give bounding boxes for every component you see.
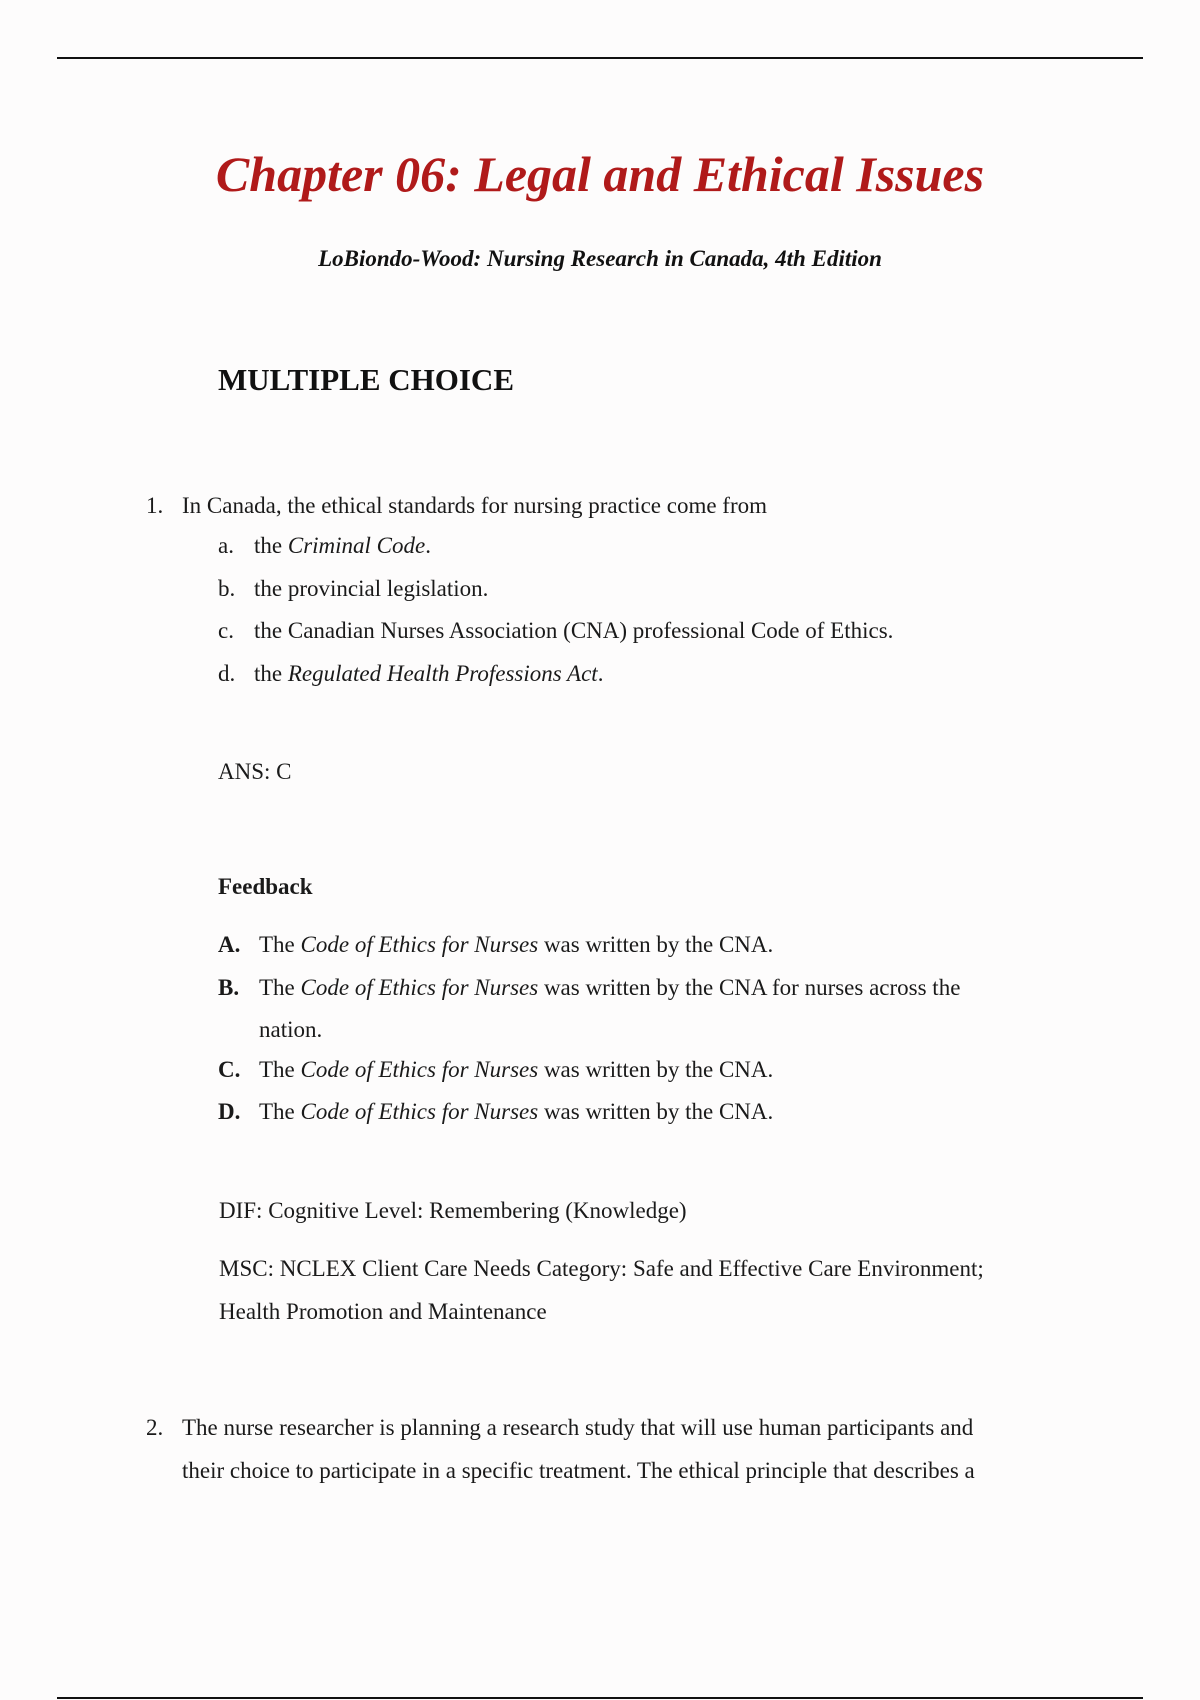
option-letter: a. — [218, 533, 234, 558]
section-heading: MULTIPLE CHOICE — [218, 362, 514, 397]
msc-line-1: MSC: NCLEX Client Care Needs Category: Safe and Effective Care Environment; — [219, 1256, 984, 1281]
feedback-text-end: was written by the CNA. — [538, 1057, 774, 1082]
feedback-text: The — [259, 975, 301, 1000]
feedback-text: The — [259, 1057, 301, 1082]
option-emphasis: Regulated Health Professions Act — [287, 661, 598, 686]
feedback-emphasis: Code of Ethics for Nurses — [300, 1057, 539, 1082]
option-letter: b. — [218, 576, 236, 601]
feedback-emphasis: Code of Ethics for Nurses — [300, 975, 539, 1000]
option-text-end: . — [597, 661, 604, 686]
option-letter: c. — [218, 618, 234, 643]
option-d[interactable] — [254, 660, 603, 688]
option-text: the — [254, 533, 288, 558]
question-stem: In Canada, the ethical standards for nursing practice come from — [182, 493, 767, 518]
feedback-text-end: was written by the CNA. — [538, 1099, 774, 1124]
question-number: 2. — [146, 1415, 164, 1440]
feedback-heading: Feedback — [218, 874, 313, 899]
feedback-letter: A. — [218, 932, 241, 957]
feedback-letter: B. — [218, 975, 240, 1000]
option-emphasis: Criminal Code — [287, 533, 426, 558]
option-text-end: . — [425, 533, 431, 558]
option-text: the Canadian Nurses Association (CNA) professional Code of Ethics. — [254, 618, 894, 643]
feedback-emphasis: Code of Ethics for Nurses — [300, 932, 539, 957]
question-stem-line-2: their choice to participate in a specific treatment. The ethical principle that describes a — [182, 1458, 975, 1483]
option-text: the provincial legislation. — [254, 576, 489, 601]
question-number: 1. — [146, 493, 164, 518]
feedback-text-end: was written by the CNA for nurses across the — [538, 975, 961, 1000]
option-a[interactable] — [254, 532, 431, 560]
difficulty-line: DIF: Cognitive Level: Remembering (Knowledge) — [219, 1198, 687, 1223]
feedback-text-end: was written by the CNA. — [538, 932, 774, 957]
feedback-text: The — [259, 1099, 301, 1124]
option-c[interactable] — [254, 617, 893, 645]
feedback-letter: D. — [218, 1099, 241, 1124]
feedback-b — [259, 974, 960, 1002]
question-stem-line-1: The nurse researcher is planning a research study that will use human participants and — [182, 1415, 974, 1440]
feedback-d — [259, 1098, 773, 1126]
feedback-b-continued: nation. — [259, 1017, 323, 1042]
feedback-text: The — [259, 932, 301, 957]
feedback-letter: C. — [218, 1057, 241, 1082]
bottom-rule — [57, 1697, 1143, 1699]
feedback-emphasis: Code of Ethics for Nurses — [300, 1099, 539, 1124]
feedback-a — [259, 931, 773, 959]
option-letter: d. — [218, 661, 236, 686]
feedback-c — [259, 1056, 773, 1084]
msc-line-2: Health Promotion and Maintenance — [219, 1299, 547, 1324]
answer-key: ANS: C — [218, 759, 292, 784]
option-b[interactable] — [254, 575, 488, 603]
chapter-title: Chapter 06: Legal and Ethical Issues — [215, 146, 985, 202]
book-subtitle: LoBiondo-Wood: Nursing Research in Canada, 4th Edition — [318, 246, 882, 271]
option-text: the — [254, 661, 288, 686]
top-rule — [57, 57, 1143, 59]
